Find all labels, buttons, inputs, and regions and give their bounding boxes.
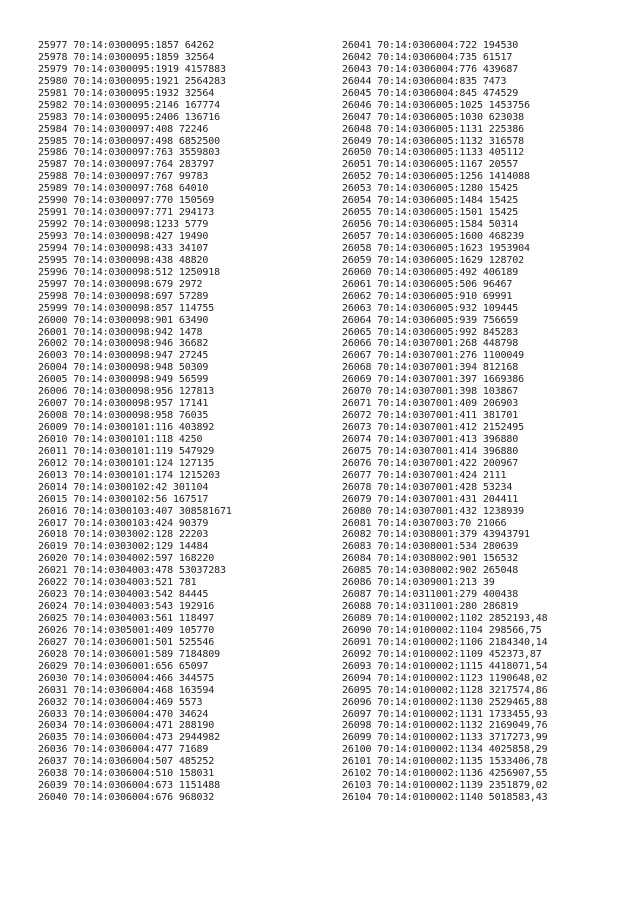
- record-line: 26096 70:14:0100002:1130 2529465,88: [342, 696, 548, 708]
- record-line: 25998 70:14:0300098:697 57289: [38, 290, 209, 302]
- record-line: 26019 70:14:0303002:129 14484: [38, 541, 209, 553]
- record-line: 26002 70:14:0300098:946 36682: [38, 338, 209, 350]
- record-line: 26036 70:14:0306004:477 71689: [38, 744, 209, 756]
- record-line: 26084 70:14:0308002:901 156532: [342, 553, 519, 565]
- record-line: 26037 70:14:0306004:507 485252: [38, 756, 215, 768]
- record-line: 26060 70:14:0306005:492 406189: [342, 266, 519, 278]
- record-line: 25982 70:14:0300095:2146 167774: [38, 99, 220, 111]
- record-line: 25992 70:14:0300098:1233 5779: [38, 219, 209, 231]
- record-line: 26070 70:14:0307001:398 103867: [342, 386, 519, 398]
- record-line: 26009 70:14:0300101:116 403892: [38, 422, 215, 433]
- record-line: 26101 70:14:0100002:1135 1533406,78: [342, 756, 548, 768]
- record-line: 26029 70:14:0306001:656 65097: [38, 660, 209, 672]
- record-line: 26087 70:14:0311001:279 400438: [342, 589, 519, 601]
- record-line: 26031 70:14:0306004:468 163594: [38, 684, 215, 696]
- record-line: 26022 70:14:0304003:521 781: [38, 577, 197, 589]
- record-line: 26010 70:14:0300101:118 4250: [38, 433, 203, 445]
- record-line: 26072 70:14:0307001:411 381701: [342, 410, 519, 422]
- record-line: 26062 70:14:0306005:910 69991: [342, 290, 513, 302]
- record-line: 25984 70:14:0300097:408 72246: [38, 123, 209, 135]
- record-line: 26026 70:14:0305001:409 105770: [38, 624, 215, 636]
- record-line: 26095 70:14:0100002:1128 3217574,86: [342, 684, 548, 696]
- record-line: 26024 70:14:0304003:543 192916: [38, 601, 215, 613]
- record-line: 26016 70:14:0300103:407 308581671: [38, 505, 232, 517]
- record-line: 25997 70:14:0300098:679 2972: [38, 278, 203, 290]
- record-line: 26008 70:14:0300098:958 76035: [38, 410, 209, 422]
- record-line: 26061 70:14:0306005:506 96467: [342, 278, 513, 290]
- record-line: 26023 70:14:0304003:542 84445: [38, 589, 209, 601]
- record-line: 26099 70:14:0100002:1133 3717273,99: [342, 732, 548, 744]
- record-line: 26025 70:14:0304003:561 118497: [38, 613, 215, 624]
- record-line: 26104 70:14:0100002:1140 5018583,43: [342, 792, 548, 804]
- record-line: 26051 70:14:0306005:1167 20557: [342, 159, 519, 171]
- record-line: 26047 70:14:0306005:1030 623038: [342, 111, 524, 123]
- record-line: 26050 70:14:0306005:1133 405112: [342, 147, 524, 159]
- record-line: 26054 70:14:0306005:1484 15425: [342, 195, 519, 207]
- record-line: 26086 70:14:0309001:213 39: [342, 577, 495, 589]
- record-line: 26048 70:14:0306005:1131 225386: [342, 123, 524, 135]
- record-line: 26098 70:14:0100002:1132 2169049,76: [342, 720, 548, 732]
- record-line: 26056 70:14:0306005:1584 50314: [342, 219, 519, 231]
- record-line: 26065 70:14:0306005:992 845283: [342, 326, 519, 338]
- record-line: 25999 70:14:0300098:857 114755: [38, 302, 215, 314]
- record-line: 26064 70:14:0306005:939 756659: [342, 314, 519, 326]
- record-line: 26018 70:14:0303002:128 22203: [38, 529, 209, 541]
- record-line: 26081 70:14:0307003:70 21066: [342, 517, 507, 529]
- record-line: 26027 70:14:0306001:501 525546: [38, 636, 215, 648]
- record-line: 26071 70:14:0307001:409 206903: [342, 398, 519, 410]
- record-line: 26063 70:14:0306005:932 109445: [342, 302, 519, 314]
- left-column: [38, 40, 232, 804]
- record-line: 25983 70:14:0300095:2406 136716: [38, 111, 220, 123]
- right-column: [342, 40, 547, 804]
- record-line: 26079 70:14:0307001:431 204411: [342, 493, 519, 505]
- record-line: 26103 70:14:0100002:1139 2351879,02: [342, 780, 548, 792]
- record-line: 26045 70:14:0306004:845 474529: [342, 87, 519, 99]
- record-line: 25989 70:14:0300097:768 64010: [38, 183, 209, 195]
- record-line: 26066 70:14:0307001:268 448798: [342, 338, 519, 350]
- record-line: 26011 70:14:0300101:119 547929: [38, 445, 215, 457]
- record-line: 26078 70:14:0307001:428 53234: [342, 481, 513, 493]
- record-line: 26088 70:14:0311001:280 286819: [342, 601, 519, 613]
- record-line: 26085 70:14:0308002:902 265048: [342, 565, 519, 577]
- record-line: 26000 70:14:0300098:901 63490: [38, 314, 209, 326]
- record-line: 26044 70:14:0306004:835 7473: [342, 75, 507, 87]
- record-line: 25990 70:14:0300097:770 150569: [38, 195, 215, 207]
- record-line: 25995 70:14:0300098:438 48820: [38, 254, 209, 266]
- record-line: 26057 70:14:0306005:1600 468239: [342, 231, 524, 242]
- record-line: 26102 70:14:0100002:1136 4256907,55: [342, 768, 548, 780]
- record-line: 26097 70:14:0100002:1131 1733455,93: [342, 708, 548, 720]
- record-line: 26007 70:14:0300098:957 17141: [38, 398, 209, 410]
- record-line: 26074 70:14:0307001:413 396880: [342, 433, 519, 445]
- record-line: 26092 70:14:0100002:1109 452373,87: [342, 648, 542, 660]
- record-line: 26040 70:14:0306004:676 968032: [38, 792, 215, 804]
- record-line: 26006 70:14:0300098:956 127813: [38, 386, 215, 398]
- record-line: 26069 70:14:0307001:397 1669386: [342, 374, 524, 386]
- record-line: 26014 70:14:0300102:42 301104: [38, 481, 209, 493]
- record-line: 26039 70:14:0306004:673 1151488: [38, 780, 220, 792]
- record-line: 26003 70:14:0300098:947 27245: [38, 350, 209, 362]
- record-line: 26004 70:14:0300098:948 50309: [38, 362, 209, 374]
- record-line: 26083 70:14:0308001:534 280639: [342, 541, 519, 553]
- record-line: 26089 70:14:0100002:1102 2852193,48: [342, 613, 548, 624]
- record-line: 25980 70:14:0300095:1921 2564283: [38, 75, 226, 87]
- record-line: 26093 70:14:0100002:1115 4418071,54: [342, 660, 548, 672]
- record-line: 25981 70:14:0300095:1932 32564: [38, 87, 215, 99]
- record-line: 26100 70:14:0100002:1134 4025858,29: [342, 744, 548, 756]
- record-line: 26034 70:14:0306004:471 288190: [38, 720, 215, 732]
- record-line: 26058 70:14:0306005:1623 1953904: [342, 242, 530, 254]
- record-line: 26053 70:14:0306005:1280 15425: [342, 183, 519, 195]
- record-line: 26012 70:14:0300101:124 127135: [38, 457, 215, 469]
- record-line: 26049 70:14:0306005:1132 316578: [342, 135, 524, 147]
- record-line: 26041 70:14:0306004:722 194530: [342, 40, 519, 51]
- record-line: 26068 70:14:0307001:394 812168: [342, 362, 519, 374]
- record-line: 25988 70:14:0300097:767 99783: [38, 171, 209, 183]
- record-line: 26013 70:14:0300101:174 1215203: [38, 469, 220, 481]
- record-line: 25977 70:14:0300095:1857 64262: [38, 40, 215, 51]
- record-line: 25994 70:14:0300098:433 34107: [38, 242, 209, 254]
- record-line: 26035 70:14:0306004:473 2944982: [38, 732, 220, 744]
- record-line: 25985 70:14:0300097:498 6852500: [38, 135, 220, 147]
- record-line: 25986 70:14:0300097:763 3559803: [38, 147, 220, 159]
- record-line: 26046 70:14:0306005:1025 1453756: [342, 99, 530, 111]
- record-line: 25993 70:14:0300098:427 19490: [38, 231, 209, 242]
- record-line: 26033 70:14:0306004:470 34624: [38, 708, 209, 720]
- record-line: 26080 70:14:0307001:432 1238939: [342, 505, 524, 517]
- record-line: 25996 70:14:0300098:512 1250918: [38, 266, 220, 278]
- record-line: 26073 70:14:0307001:412 2152495: [342, 422, 524, 433]
- record-line: 26055 70:14:0306005:1501 15425: [342, 207, 519, 219]
- record-line: 26032 70:14:0306004:469 5573: [38, 696, 203, 708]
- record-line: 26028 70:14:0306001:589 7184809: [38, 648, 220, 660]
- record-line: 26075 70:14:0307001:414 396880: [342, 445, 519, 457]
- record-line: 25978 70:14:0300095:1859 32564: [38, 51, 215, 63]
- record-line: 26052 70:14:0306005:1256 1414088: [342, 171, 530, 183]
- record-line: 26020 70:14:0304002:597 168220: [38, 553, 215, 565]
- record-line: 26030 70:14:0306004:466 344575: [38, 672, 215, 684]
- record-line: 26015 70:14:0300102:56 167517: [38, 493, 209, 505]
- record-line: 26067 70:14:0307001:276 1100049: [342, 350, 524, 362]
- record-line: 26077 70:14:0307001:424 2111: [342, 469, 507, 481]
- record-line: 26043 70:14:0306004:776 439687: [342, 63, 519, 75]
- record-line: 25991 70:14:0300097:771 294173: [38, 207, 215, 219]
- record-line: 26042 70:14:0306004:735 61517: [342, 51, 513, 63]
- record-line: 26091 70:14:0100002:1106 2184340,14: [342, 636, 548, 648]
- record-line: 26017 70:14:0300103:424 90379: [38, 517, 209, 529]
- record-line: 25979 70:14:0300095:1919 4157883: [38, 63, 226, 75]
- record-line: 26090 70:14:0100002:1104 298566,75: [342, 624, 542, 636]
- record-line: 26038 70:14:0306004:510 158031: [38, 768, 215, 780]
- record-line: 26005 70:14:0300098:949 56599: [38, 374, 209, 386]
- record-line: 26001 70:14:0300098:942 1478: [38, 326, 203, 338]
- record-line: 26094 70:14:0100002:1123 1190648,02: [342, 672, 548, 684]
- record-line: 26076 70:14:0307001:422 200967: [342, 457, 519, 469]
- record-line: 26021 70:14:0304003:478 53037283: [38, 565, 226, 577]
- record-line: 26082 70:14:0308001:379 43943791: [342, 529, 530, 541]
- record-line: 25987 70:14:0300097:764 283797: [38, 159, 215, 171]
- record-line: 26059 70:14:0306005:1629 128702: [342, 254, 524, 266]
